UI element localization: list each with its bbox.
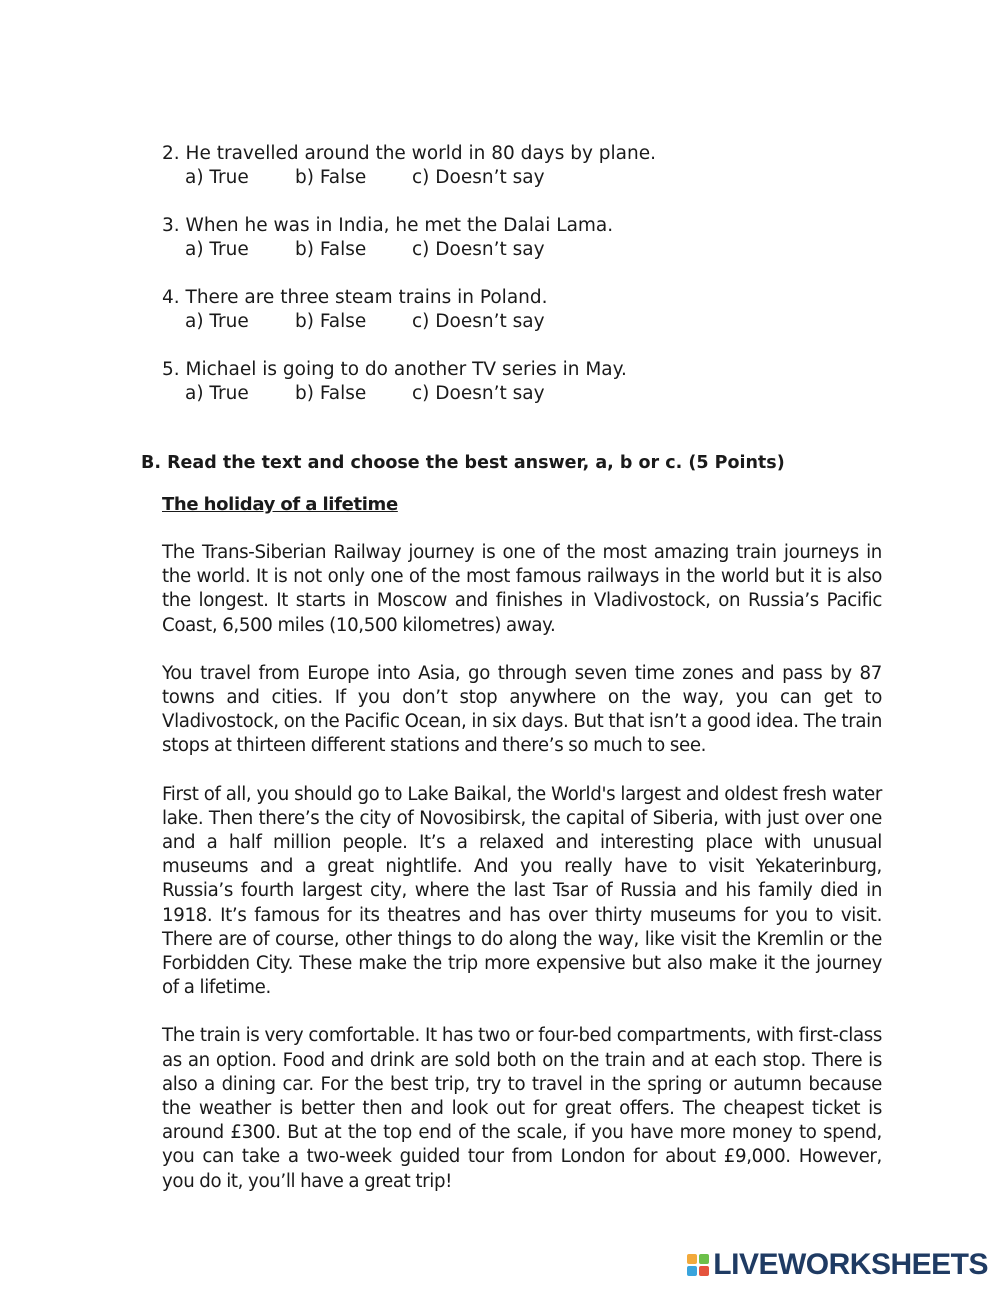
section-b-heading: B. Read the text and choose the best answer, a, b or c. (5 Points)	[141, 453, 785, 473]
question-5	[162, 358, 862, 406]
option-b[interactable]: b) False	[295, 167, 367, 188]
option-b[interactable]: b) False	[295, 383, 367, 404]
answer-options	[162, 382, 862, 406]
logo-square-2	[699, 1254, 709, 1264]
logo-square-4	[699, 1266, 709, 1276]
reading-paragraph-1: The Trans-Siberian Railway journey is one of the most amazing train journeys in the world. It is not only one of the most famous railways in the world but it is also the longest. It starts in Moscow and finishes in Vladivostock, on Russia’s Pacific Coast, 6,500 miles (10,500 kilometres) away.	[162, 542, 882, 636]
option-a[interactable]: a) True	[185, 383, 249, 404]
option-c[interactable]: c) Doesn’t say	[412, 383, 545, 404]
true-false-questions	[162, 142, 862, 430]
logo-square-3	[687, 1266, 697, 1276]
question-text: 2. He travelled around the world in 80 days by plane.	[162, 143, 656, 164]
reading-passage	[162, 493, 882, 1218]
option-b[interactable]: b) False	[295, 311, 367, 332]
option-a[interactable]: a) True	[185, 311, 249, 332]
question-text: 3. When he was in India, he met the Dalai Lama.	[162, 215, 614, 236]
option-c[interactable]: c) Doesn’t say	[412, 311, 545, 332]
reading-paragraph-3: First of all, you should go to Lake Baikal, the World's largest and oldest fresh water lake. Then there’s the city of Novosibirsk, the capital of Siberia, with just over one and a half million people. It’s a relaxed and interesting place with unusual museums and a great nightlife. And you really have to visit Yekaterinburg, Russia’s fourth largest city, where the last Tsar of Russia and his family died in 1918. It’s famous for its theatres and has over thirty museums for you to visit. There are of course, other things to do along the way, like visit the Kremlin or the Forbidden City. These make the trip more expensive but also make it the journey of a lifetime.	[162, 783, 882, 999]
question-text: 5. Michael is going to do another TV series in May.	[162, 359, 627, 380]
question-3	[162, 214, 862, 262]
reading-paragraph-4: The train is very comfortable. It has two or four-bed compartments, with first-class as an option. Food and drink are sold both on the train and at each stop. There is also a dining car. For the best trip, try to travel in the spring or autumn because the weather is better then and look out for great offers. The cheapest ticket is around £300. But at the top end of the scale, if you have more money to spend, you can take a two-week guided tour from London for about £9,000. However, you do it, you’ll have a great trip!	[162, 1025, 882, 1192]
option-c[interactable]: c) Doesn’t say	[412, 239, 545, 260]
liveworksheets-brand	[687, 1250, 988, 1280]
answer-options	[162, 310, 862, 334]
answer-options	[162, 238, 862, 262]
answer-options	[162, 166, 862, 190]
question-2	[162, 142, 862, 190]
liveworksheets-logo-icon	[687, 1254, 709, 1276]
question-text: 4. There are three steam trains in Poland.	[162, 287, 548, 308]
option-b[interactable]: b) False	[295, 239, 367, 260]
reading-title: The holiday of a lifetime	[162, 494, 398, 515]
option-c[interactable]: c) Doesn’t say	[412, 167, 545, 188]
option-a[interactable]: a) True	[185, 167, 249, 188]
reading-paragraph-2: You travel from Europe into Asia, go through seven time zones and pass by 87 towns and cities. If you don’t stop anywhere on the way, you can get to Vladivostock, on the Pacific Ocean, in six days. But that isn’t a good idea. The train stops at thirteen different stations and there’s so much to see.	[162, 662, 882, 757]
option-a[interactable]: a) True	[185, 239, 249, 260]
liveworksheets-wordmark: LIVEWORKSHEETS	[713, 1248, 988, 1281]
question-4	[162, 286, 862, 334]
logo-square-1	[687, 1254, 697, 1264]
